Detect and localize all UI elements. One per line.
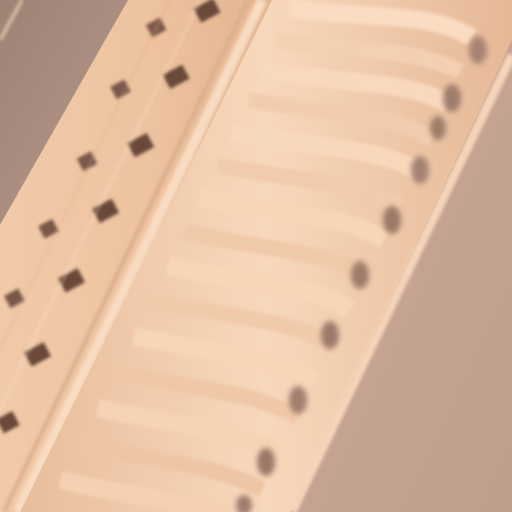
- fiber-tip: [351, 261, 369, 289]
- fiber-tip: [289, 386, 307, 414]
- fiber-tip: [321, 321, 339, 349]
- fiber-tip: [411, 156, 429, 184]
- fiber-tip: [443, 84, 461, 112]
- fiber-tip: [383, 206, 401, 234]
- fiber-tip: [257, 448, 275, 476]
- fiber-tip: [469, 36, 487, 64]
- fiber-tip: [430, 116, 446, 140]
